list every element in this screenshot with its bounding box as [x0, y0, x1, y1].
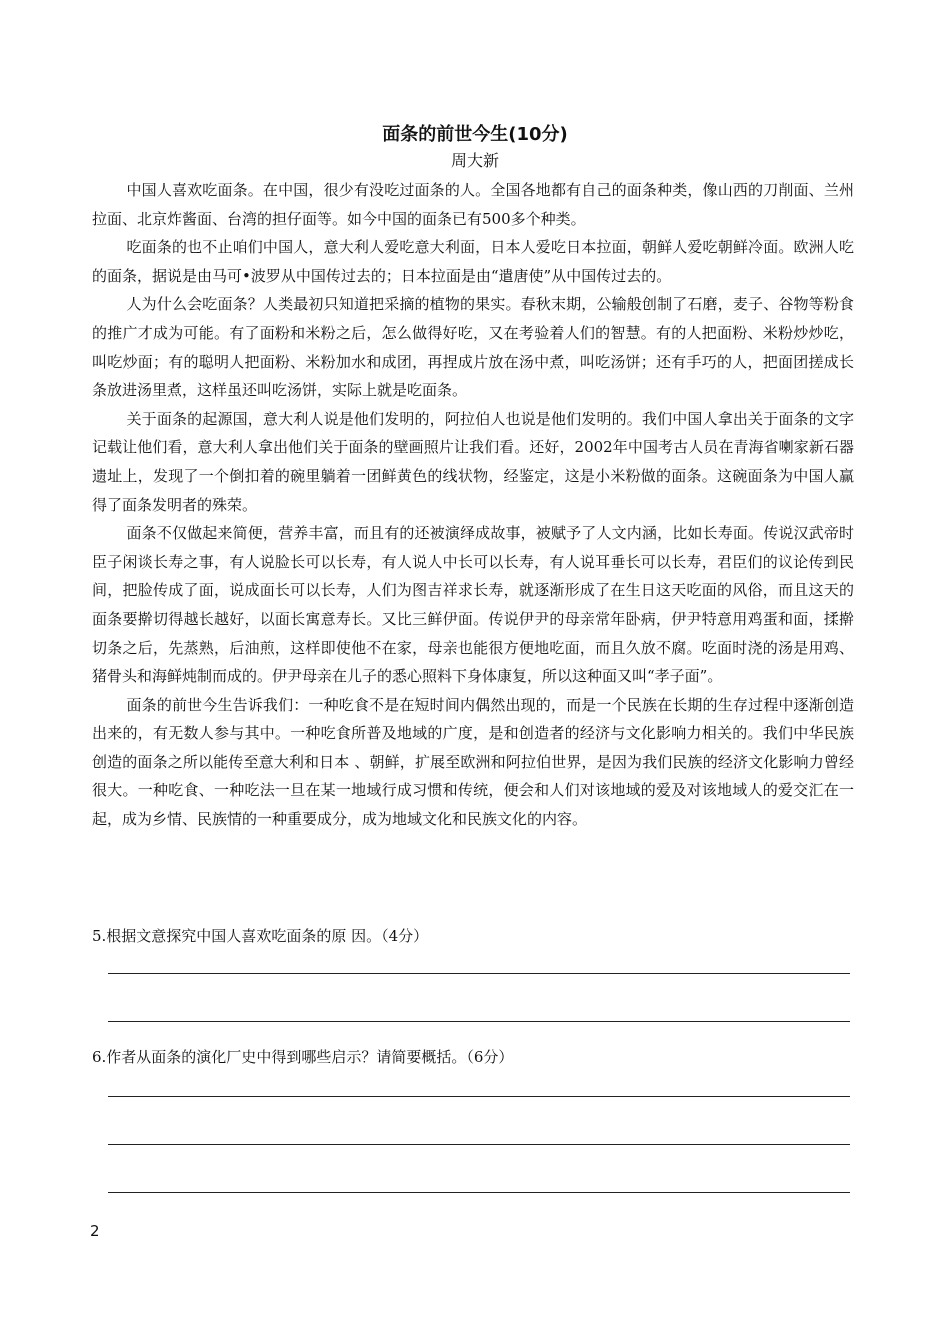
- answer-line-q5-1[interactable]: [108, 973, 850, 974]
- question-5: 5.根据文意探究中国人喜欢吃面条的原 因。（4分）: [92, 927, 429, 945]
- answer-line-q5-2[interactable]: [108, 1021, 850, 1022]
- page-number: 2: [90, 1222, 100, 1240]
- article-paragraph-4: 关于面条的起源国，意大利人说是他们发明的，阿拉伯人也说是他们发明的。我们中国人拿出关于面条的文字记载让他们看，意大利人拿出他们关于面条的壁画照片让我们看。还好，2002年中国考古人员在青海省喇家新石器遗址上，发现了一个倒扣着的碗里躺着一团鲜黄色的线状物，经鉴定，这是小米粉做的面条。这碗面条为中国人赢得了面条发明者的殊荣。: [92, 409, 854, 514]
- answer-line-q6-3[interactable]: [108, 1192, 850, 1193]
- answer-line-q6-2[interactable]: [108, 1144, 850, 1145]
- article-paragraph-2: 吃面条的也不止咱们中国人，意大利人爱吃意大利面，日本人爱吃日本拉面，朝鲜人爱吃朝鲜冷面。欧洲人吃的面条，据说是由马可•波罗从中国传过去的；日本拉面是由“遣唐使”从中国传过去的。: [92, 238, 854, 285]
- article-body: [92, 176, 854, 834]
- article-paragraph-5: 面条不仅做起来简便，营养丰富，而且有的还被演绎成故事，被赋予了人文内涵，比如长寿面。传说汉武帝时臣子闲谈长寿之事，有人说脸长可以长寿，有人说人中长可以长寿，有人说耳垂长可以长寿，君臣们的议论传到民间，把脸传成了面，说成面长可以长寿，人们为图吉祥求长寿，就逐渐形成了在生日这天吃面的风俗，而且这天的面条要擀切得越长越好，以面长寓意寿长。又比三鲜伊面。传说伊尹的母亲常年卧病，伊尹特意用鸡蛋和面，揉擀切条之后，先蒸熟，后油煎，这样即使他不在家，母亲也能很方便地吃面，而且久放不腐。吃面时浇的汤是用鸡、猪骨头和海鲜炖制而成的。伊尹母亲在儿子的悉心照料下身体康复，所以这种面又叫“孝子面”。: [92, 524, 854, 686]
- article-author: 周大新: [450, 151, 499, 170]
- answer-line-q6-1[interactable]: [108, 1096, 850, 1097]
- article-paragraph-6: 面条的前世今生告诉我们：一种吃食不是在短时间内偶然出现的，而是一个民族在长期的生存过程中逐渐创造出来的，有无数人参与其中。一种吃食所普及地域的广度，是和创造者的经济与文化影响力相关的。我们中华民族创造的面条之所以能传至意大利和日本 、朝鲜，扩展至欧洲和阿拉伯世界，是因为我们民族的经济文化影响力曾经很大。一种吃食、一种吃法一旦在某一地域行成习惯和传统，便会和人们对该地域的爱及对该地域人的爱交汇在一起，成为乡情、民族情的一种重要成分，成为地域文化和民族文化的内容。: [92, 695, 854, 829]
- question-6: 6.作者从面条的演化厂史中得到哪些启示？请简要概括。（6分）: [92, 1048, 514, 1066]
- article-paragraph-1: 中国人喜欢吃面条。在中国，很少有没吃过面条的人。全国各地都有自己的面条种类，像山西的刀削面、兰州拉面、北京炸酱面、台湾的担仔面等。如今中国的面条已有500多个种类。: [92, 181, 854, 228]
- article-title: 面条的前世今生(10分): [382, 124, 568, 145]
- article-paragraph-3: 人为什么会吃面条？人类最初只知道把采摘的植物的果实。春秋末期，公输般创制了石磨，麦子、谷物等粉食的推广才成为可能。有了面粉和米粉之后，怎么做得好吃，又在考验着人们的智慧。有的人把面粉、米粉炒炒吃，叫吃炒面；有的聪明人把面粉、米粉加水和成团，再捏成片放在汤中煮，叫吃汤饼；还有手巧的人，把面团搓成长条放进汤里煮，这样虽还叫吃汤饼，实际上就是吃面条。: [92, 295, 854, 400]
